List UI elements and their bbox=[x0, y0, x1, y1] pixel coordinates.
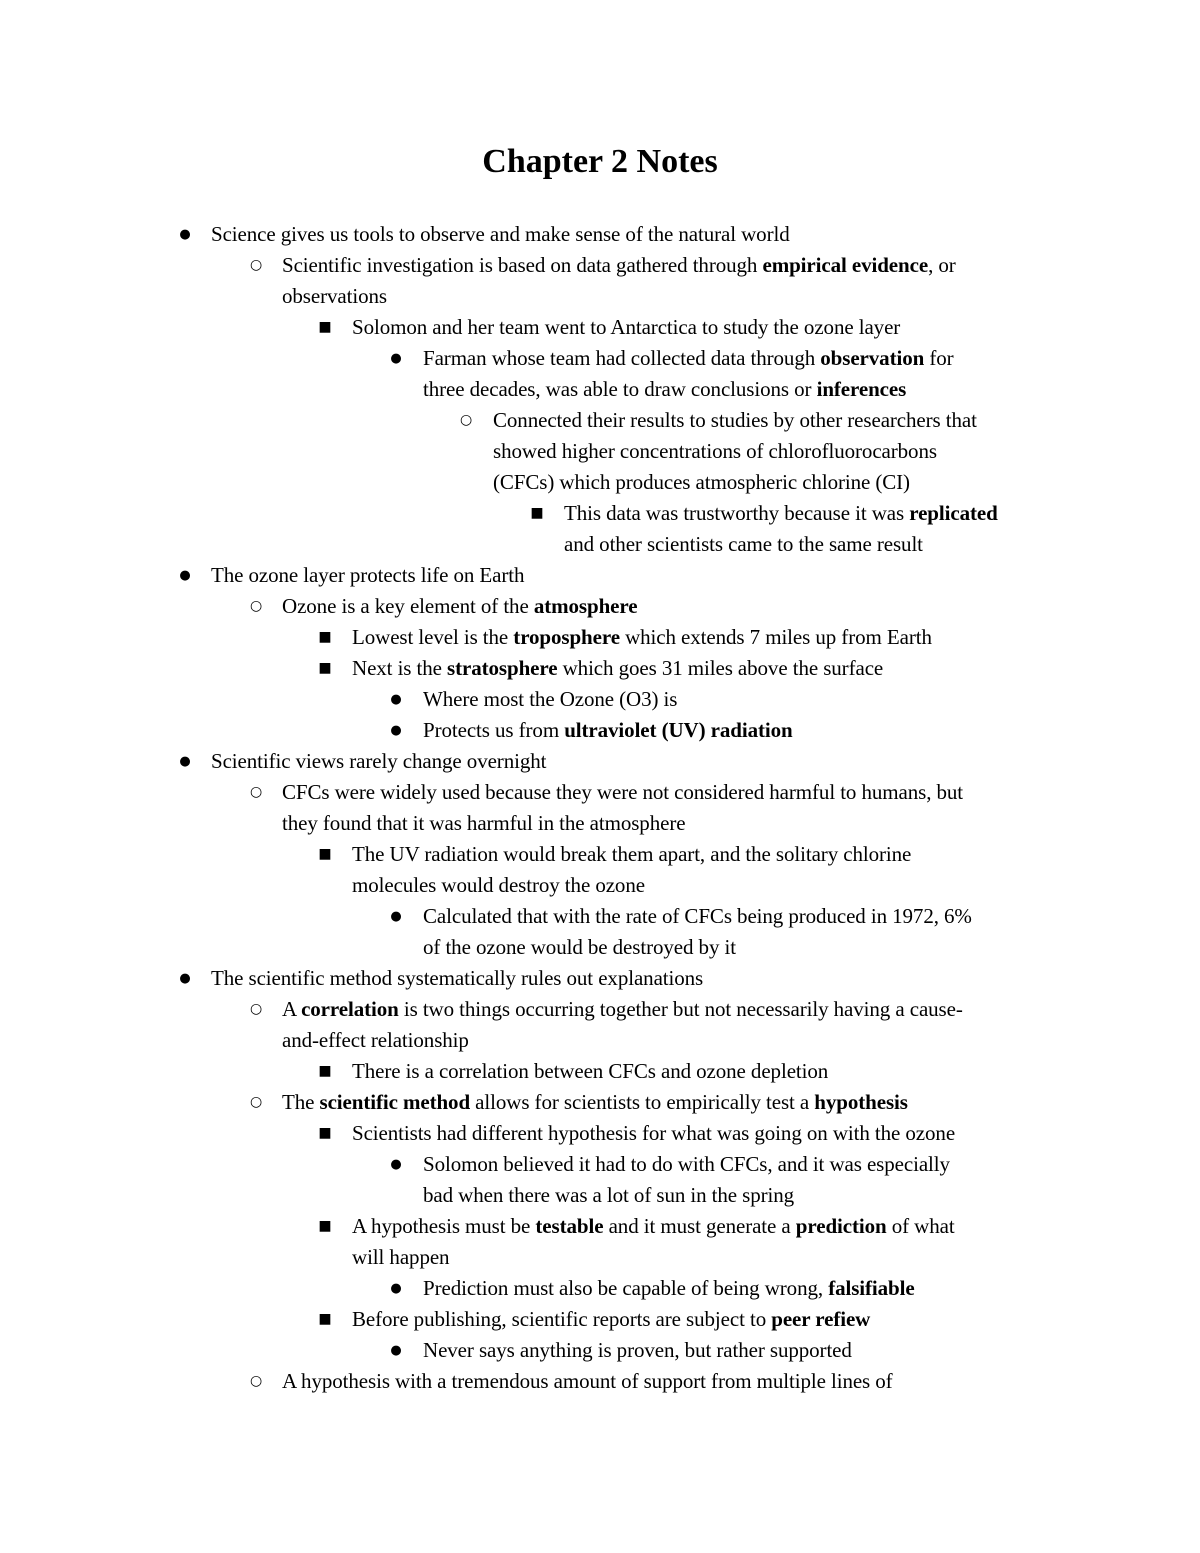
text-run: Lowest level is the bbox=[352, 625, 514, 649]
bold-term: observation bbox=[820, 346, 925, 370]
text-run: Scientific investigation is based on data gathered through bbox=[282, 253, 763, 277]
bold-term: replicated bbox=[909, 501, 998, 525]
text-run: Calculated that with the rate of CFCs being produced in 1972, 6% bbox=[423, 904, 972, 928]
list-item-text bbox=[352, 1056, 828, 1087]
list-item-text bbox=[423, 1335, 852, 1366]
list-item bbox=[0, 498, 1200, 529]
list-item-text bbox=[423, 343, 954, 374]
circle-bullet-icon: ○ bbox=[249, 1001, 263, 1017]
list-item bbox=[0, 901, 1200, 932]
list-item bbox=[0, 1056, 1200, 1087]
bold-term: testable bbox=[535, 1214, 604, 1238]
list-item-text bbox=[282, 777, 963, 808]
bold-term: troposphere bbox=[513, 625, 620, 649]
disc-bullet-icon: ● bbox=[179, 754, 191, 769]
list-item-text bbox=[423, 901, 972, 932]
list-item bbox=[0, 746, 1200, 777]
list-item bbox=[0, 1273, 1200, 1304]
list-item bbox=[0, 219, 1200, 250]
square-bullet-icon: ■ bbox=[318, 1311, 332, 1327]
text-run: of what bbox=[886, 1214, 955, 1238]
disc-bullet-icon: ● bbox=[390, 351, 402, 366]
text-run: and other scientists came to the same result bbox=[564, 532, 923, 556]
list-item bbox=[0, 653, 1200, 684]
list-item-text bbox=[352, 839, 911, 870]
list-item-text bbox=[211, 746, 546, 777]
text-run: of the ozone would be destroyed by it bbox=[423, 935, 736, 959]
text-run: molecules would destroy the ozone bbox=[352, 873, 645, 897]
list-item-text bbox=[423, 715, 793, 746]
list-item-text bbox=[352, 870, 645, 901]
page-title: Chapter 2 Notes bbox=[482, 143, 718, 180]
list-item-text bbox=[282, 1366, 893, 1397]
list-item-text bbox=[423, 1149, 950, 1180]
disc-bullet-icon: ● bbox=[390, 692, 402, 707]
text-run: Scientific views rarely change overnight bbox=[211, 749, 547, 773]
square-bullet-icon: ■ bbox=[318, 1063, 332, 1079]
text-run: allows for scientists to empirically test a bbox=[470, 1090, 815, 1114]
list-item-text bbox=[423, 1180, 794, 1211]
text-run: Farman whose team had collected data through bbox=[423, 346, 821, 370]
square-bullet-icon: ■ bbox=[318, 629, 332, 645]
list-item-text bbox=[352, 653, 883, 684]
list-item bbox=[0, 963, 1200, 994]
disc-bullet-icon: ● bbox=[390, 1281, 402, 1296]
list-item-text bbox=[564, 529, 923, 560]
list-item bbox=[0, 1242, 1200, 1273]
list-item bbox=[0, 839, 1200, 870]
text-run: which extends 7 miles up from Earth bbox=[619, 625, 932, 649]
text-run: The bbox=[282, 1090, 320, 1114]
list-item-text bbox=[352, 1304, 870, 1335]
text-run: and-effect relationship bbox=[282, 1028, 469, 1052]
list-item-text bbox=[423, 684, 677, 715]
list-item bbox=[0, 312, 1200, 343]
list-item-text bbox=[282, 994, 963, 1025]
list-item bbox=[0, 1180, 1200, 1211]
list-item bbox=[0, 1025, 1200, 1056]
text-run: showed higher concentrations of chlorofluorocarbons bbox=[493, 439, 937, 463]
circle-bullet-icon: ○ bbox=[249, 1373, 263, 1389]
list-item bbox=[0, 560, 1200, 591]
list-item-text bbox=[564, 498, 998, 529]
text-run: Connected their results to studies by other researchers that bbox=[493, 408, 977, 432]
text-run: will happen bbox=[352, 1245, 450, 1269]
list-item-text bbox=[423, 374, 906, 405]
list-item bbox=[0, 281, 1200, 312]
bold-term: hypothesis bbox=[814, 1090, 908, 1114]
circle-bullet-icon: ○ bbox=[459, 412, 473, 428]
bold-term: stratosphere bbox=[447, 656, 558, 680]
square-bullet-icon: ■ bbox=[318, 1125, 332, 1141]
text-run: (CFCs) which produces atmospheric chlorine (CI) bbox=[493, 470, 910, 494]
text-run: which goes 31 miles above the surface bbox=[557, 656, 884, 680]
list-item-text bbox=[282, 808, 685, 839]
text-run: and it must generate a bbox=[603, 1214, 796, 1238]
bold-term: atmosphere bbox=[533, 594, 638, 618]
text-run: Solomon and her team went to Antarctica to study the ozone layer bbox=[352, 315, 901, 339]
disc-bullet-icon: ● bbox=[179, 227, 191, 242]
list-item-text bbox=[282, 250, 956, 281]
bold-term: correlation bbox=[301, 997, 399, 1021]
list-item-text bbox=[352, 1118, 955, 1149]
bold-term: inferences bbox=[816, 377, 907, 401]
list-item-text bbox=[282, 1087, 908, 1118]
text-run: A hypothesis with a tremendous amount of support from multiple lines of bbox=[282, 1369, 893, 1393]
list-item-text bbox=[211, 963, 703, 994]
text-run: Protects us from bbox=[423, 718, 565, 742]
list-item bbox=[0, 777, 1200, 808]
list-item bbox=[0, 994, 1200, 1025]
square-bullet-icon: ■ bbox=[530, 505, 544, 521]
list-item bbox=[0, 932, 1200, 963]
text-run: Scientists had different hypothesis for what was going on with the ozone bbox=[352, 1121, 956, 1145]
text-run: three decades, was able to draw conclusions or bbox=[423, 377, 817, 401]
text-run: Where most the Ozone (O3) is bbox=[423, 687, 678, 711]
list-item bbox=[0, 591, 1200, 622]
text-run: Solomon believed it had to do with CFCs, and it was especially bbox=[423, 1152, 950, 1176]
bold-term: scientific method bbox=[319, 1090, 471, 1114]
text-run: bad when there was a lot of sun in the spring bbox=[423, 1183, 795, 1207]
text-run: The scientific method systematically rules out explanations bbox=[211, 966, 704, 990]
text-run: , or bbox=[928, 253, 956, 277]
list-item-text bbox=[493, 467, 910, 498]
list-item-text bbox=[282, 591, 637, 622]
list-item-text bbox=[493, 405, 977, 436]
list-item bbox=[0, 808, 1200, 839]
list-item bbox=[0, 1149, 1200, 1180]
disc-bullet-icon: ● bbox=[390, 1343, 402, 1358]
list-item-text bbox=[352, 622, 932, 653]
list-item bbox=[0, 405, 1200, 436]
notes-list bbox=[0, 219, 1200, 1397]
text-run: is two things occurring together but not necessarily having a cause- bbox=[398, 997, 963, 1021]
bold-term: peer refiew bbox=[771, 1307, 871, 1331]
text-run: Never says anything is proven, but rather supported bbox=[423, 1338, 852, 1362]
circle-bullet-icon: ○ bbox=[249, 1094, 263, 1110]
square-bullet-icon: ■ bbox=[318, 319, 332, 335]
list-item-text bbox=[282, 1025, 469, 1056]
text-run: Before publishing, scientific reports are subject to bbox=[352, 1307, 772, 1331]
text-run: The UV radiation would break them apart, and the solitary chlorine bbox=[352, 842, 912, 866]
square-bullet-icon: ■ bbox=[318, 846, 332, 862]
list-item bbox=[0, 1335, 1200, 1366]
circle-bullet-icon: ○ bbox=[249, 784, 263, 800]
bold-term: falsifiable bbox=[828, 1276, 915, 1300]
list-item-text bbox=[352, 1211, 955, 1242]
disc-bullet-icon: ● bbox=[179, 971, 191, 986]
text-run: This data was trustworthy because it was bbox=[564, 501, 910, 525]
list-item bbox=[0, 1304, 1200, 1335]
list-item-text bbox=[423, 1273, 915, 1304]
list-item bbox=[0, 1118, 1200, 1149]
list-item bbox=[0, 250, 1200, 281]
list-item-text bbox=[211, 560, 524, 591]
bold-term: empirical evidence bbox=[762, 253, 929, 277]
list-item-text bbox=[211, 219, 790, 250]
text-run: for bbox=[924, 346, 954, 370]
text-run: Ozone is a key element of the bbox=[282, 594, 534, 618]
circle-bullet-icon: ○ bbox=[249, 598, 263, 614]
list-item bbox=[0, 467, 1200, 498]
bold-term: prediction bbox=[795, 1214, 887, 1238]
list-item bbox=[0, 684, 1200, 715]
disc-bullet-icon: ● bbox=[390, 723, 402, 738]
text-run: A hypothesis must be bbox=[352, 1214, 536, 1238]
list-item bbox=[0, 870, 1200, 901]
text-run: CFCs were widely used because they were not considered harmful to humans, but bbox=[282, 780, 964, 804]
square-bullet-icon: ■ bbox=[318, 660, 332, 676]
disc-bullet-icon: ● bbox=[390, 1157, 402, 1172]
list-item bbox=[0, 622, 1200, 653]
list-item-text bbox=[352, 1242, 449, 1273]
list-item bbox=[0, 374, 1200, 405]
disc-bullet-icon: ● bbox=[390, 909, 402, 924]
text-run: There is a correlation between CFCs and ozone depletion bbox=[352, 1059, 829, 1083]
list-item bbox=[0, 343, 1200, 374]
list-item bbox=[0, 436, 1200, 467]
list-item-text bbox=[352, 312, 900, 343]
bold-term: ultraviolet (UV) radiation bbox=[564, 718, 793, 742]
text-run: A bbox=[282, 997, 302, 1021]
text-run: The ozone layer protects life on Earth bbox=[211, 563, 525, 587]
text-run: Next is the bbox=[352, 656, 448, 680]
text-run: observations bbox=[282, 284, 387, 308]
list-item-text bbox=[423, 932, 736, 963]
list-item bbox=[0, 715, 1200, 746]
list-item-text bbox=[282, 281, 387, 312]
text-run: Science gives us tools to observe and make sense of the natural world bbox=[211, 222, 790, 246]
list-item bbox=[0, 1087, 1200, 1118]
list-item bbox=[0, 529, 1200, 560]
disc-bullet-icon: ● bbox=[179, 568, 191, 583]
text-run: Prediction must also be capable of being wrong, bbox=[423, 1276, 829, 1300]
square-bullet-icon: ■ bbox=[318, 1218, 332, 1234]
circle-bullet-icon: ○ bbox=[249, 257, 263, 273]
list-item bbox=[0, 1366, 1200, 1397]
list-item-text bbox=[493, 436, 937, 467]
text-run: they found that it was harmful in the atmosphere bbox=[282, 811, 686, 835]
list-item bbox=[0, 1211, 1200, 1242]
